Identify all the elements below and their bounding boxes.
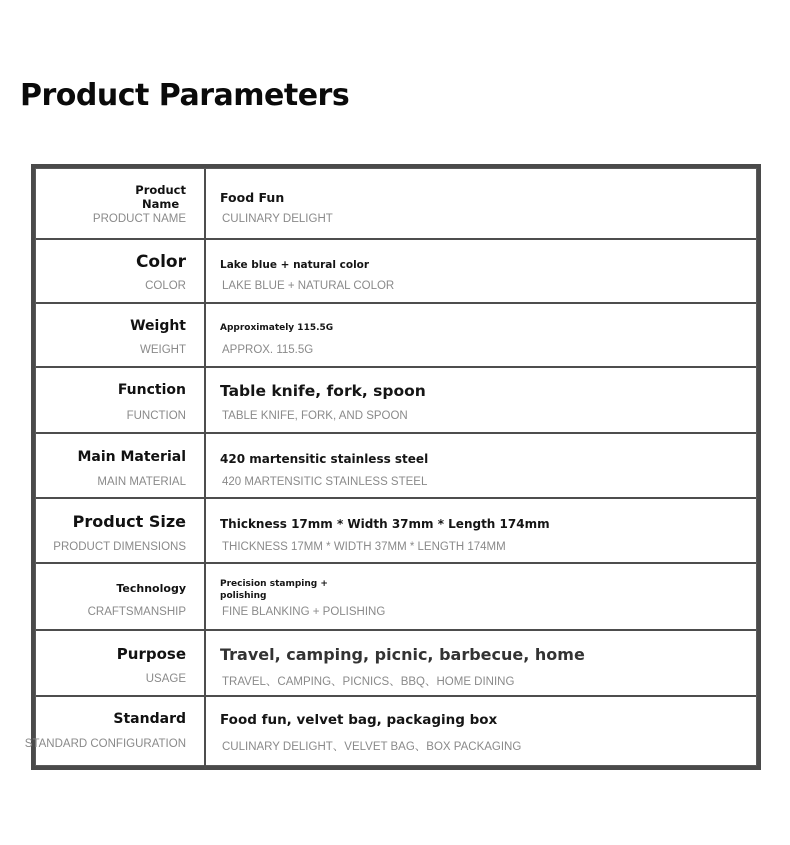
label-weight: Weight bbox=[130, 318, 186, 334]
label-purpose-sub: USAGE bbox=[145, 673, 186, 685]
value-color-sub: LAKE BLUE + NATURAL COLOR bbox=[222, 280, 395, 292]
value-main-material: 420 martensitic stainless steel bbox=[220, 452, 429, 466]
value-standard-sub: CULINARY DELIGHT、VELVET BAG、BOX PACKAGING bbox=[222, 741, 522, 753]
column-divider bbox=[204, 368, 206, 434]
label-function-sub: FUNCTION bbox=[126, 410, 186, 422]
label-cell bbox=[36, 499, 186, 564]
label-cell bbox=[36, 240, 186, 304]
column-divider bbox=[204, 434, 206, 499]
row-function bbox=[36, 366, 756, 434]
page-title: Product Parameters bbox=[20, 78, 350, 113]
value-product-size: Thickness 17mm * Width 37mm * Length 174mm bbox=[220, 517, 550, 531]
value-product-size-sub: THICKNESS 17MM * WIDTH 37MM * LENGTH 174MM bbox=[222, 541, 506, 553]
label-technology: Technology bbox=[116, 582, 186, 595]
label-technology-sub: CRAFTSMANSHIP bbox=[87, 606, 186, 618]
row-weight bbox=[36, 302, 756, 368]
column-divider bbox=[204, 169, 206, 238]
label-product-size-sub: PRODUCT DIMENSIONS bbox=[53, 541, 186, 553]
column-divider bbox=[204, 240, 206, 304]
label-function: Function bbox=[117, 382, 186, 398]
row-purpose bbox=[36, 629, 756, 697]
column-divider bbox=[204, 697, 206, 769]
value-function-sub: TABLE KNIFE, FORK, AND SPOON bbox=[222, 410, 408, 422]
value-color: Lake blue + natural color bbox=[220, 259, 370, 271]
column-divider bbox=[204, 564, 206, 631]
column-divider bbox=[204, 499, 206, 564]
label-cell bbox=[36, 169, 186, 238]
label-product-size: Product Size bbox=[72, 512, 186, 531]
label-main-material: Main Material bbox=[77, 449, 186, 465]
row-product-name bbox=[36, 169, 756, 238]
label-standard: Standard bbox=[113, 711, 186, 727]
label-product-name-sub: PRODUCT NAME bbox=[92, 213, 186, 225]
row-color bbox=[36, 238, 756, 304]
parameters-table-inner bbox=[24, 168, 757, 766]
label-cell bbox=[36, 434, 186, 499]
label-cell bbox=[24, 697, 186, 769]
column-divider bbox=[204, 631, 206, 697]
parameters-table bbox=[24, 164, 761, 770]
row-main-material bbox=[36, 432, 756, 499]
value-weight: Approximately 115.5G bbox=[220, 323, 334, 333]
label-cell bbox=[36, 304, 186, 368]
label-standard-sub: STANDARD CONFIGURATION bbox=[24, 738, 186, 750]
label-cell bbox=[36, 564, 186, 631]
row-technology bbox=[36, 562, 756, 631]
value-product-name-sub: CULINARY DELIGHT bbox=[222, 213, 333, 225]
label-weight-sub: WEIGHT bbox=[140, 344, 186, 356]
value-purpose-sub: TRAVEL、CAMPING、PICNICS、BBQ、HOME DINING bbox=[222, 676, 515, 688]
value-main-material-sub: 420 MARTENSITIC STAINLESS STEEL bbox=[222, 476, 428, 488]
value-purpose: Travel, camping, picnic, barbecue, home bbox=[220, 645, 585, 664]
label-main-material-sub: MAIN MATERIAL bbox=[97, 476, 186, 488]
row-standard bbox=[24, 695, 756, 769]
value-standard: Food fun, velvet bag, packaging box bbox=[220, 712, 498, 728]
value-product-name: Food Fun bbox=[220, 190, 285, 205]
label-color: Color bbox=[135, 252, 186, 272]
value-weight-sub: APPROX. 115.5G bbox=[222, 344, 314, 356]
label-cell bbox=[36, 368, 186, 434]
value-technology-sub: FINE BLANKING + POLISHING bbox=[222, 606, 386, 618]
column-divider bbox=[204, 304, 206, 368]
label-purpose: Purpose bbox=[116, 645, 186, 663]
label-cell bbox=[36, 631, 186, 697]
row-product-size bbox=[36, 497, 756, 564]
label-product-name: Product Name bbox=[135, 183, 186, 211]
value-function: Table knife, fork, spoon bbox=[220, 382, 426, 400]
label-color-sub: COLOR bbox=[145, 280, 186, 292]
value-technology: Precision stamping + polishing bbox=[220, 579, 328, 601]
